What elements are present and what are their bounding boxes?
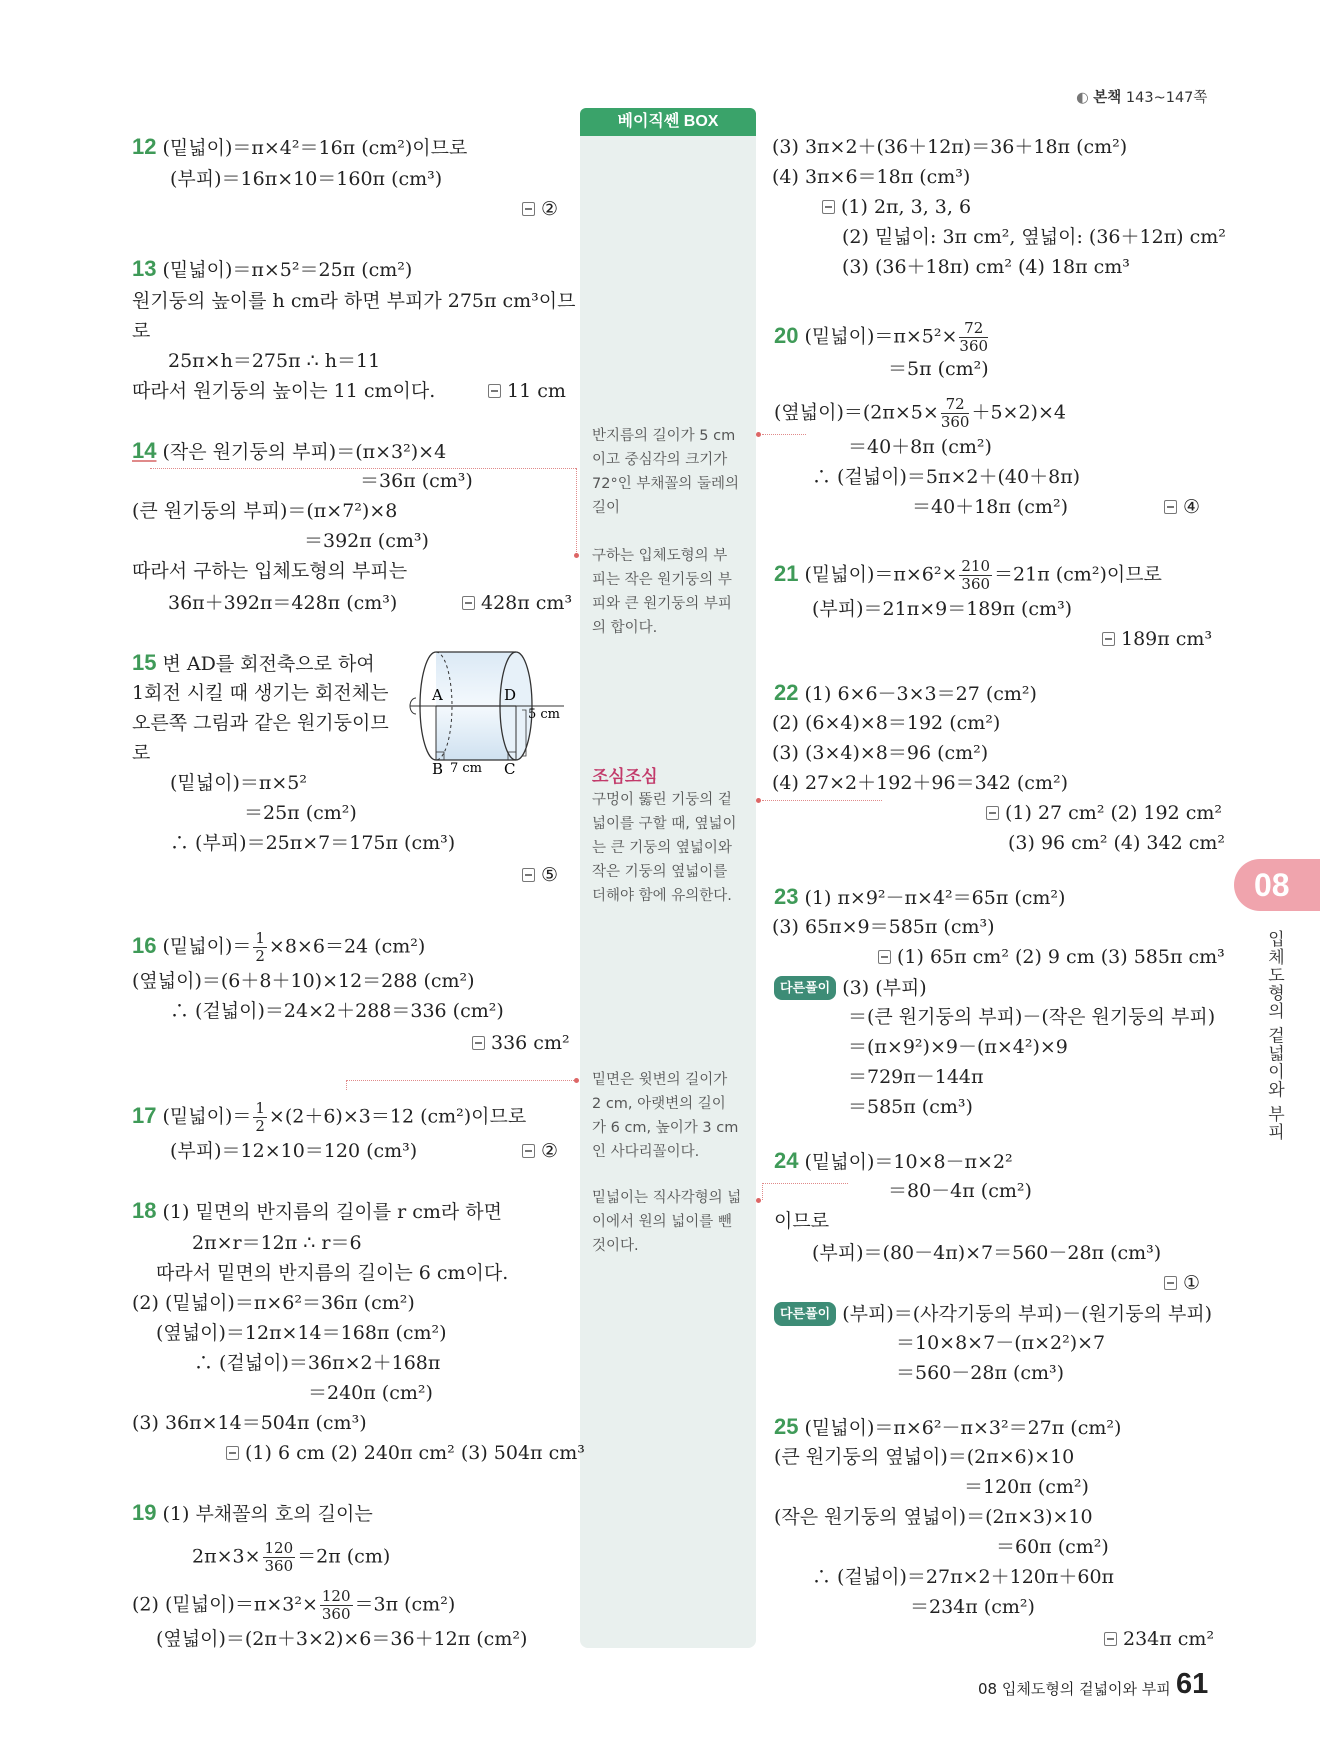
answer-icon bbox=[472, 1036, 485, 1050]
problem-20-line-4: ＝40＋8π (cm²) bbox=[848, 436, 992, 458]
answer-icon bbox=[1164, 1276, 1177, 1290]
problem-16-line-2: (옆넓이)＝(6＋8＋10)×12＝288 (cm²) bbox=[132, 970, 475, 992]
problem-14-line-6: 36π＋392π＝428π (cm³) bbox=[168, 592, 398, 614]
fraction: $\frac{72}{360}$ bbox=[959, 319, 989, 355]
problem-13-line-2: 원기둥의 높이를 h cm라 하면 부피가 275π cm³이므 bbox=[132, 290, 576, 312]
problem-13-answer: 11 cm bbox=[488, 380, 566, 402]
answer-icon bbox=[522, 1144, 535, 1158]
problem-19-answer-1: (1) 2π, 3, 3, 6 bbox=[822, 196, 971, 218]
problem-24-line-4: (부피)＝(80－4π)×7＝560－28π (cm³) bbox=[812, 1242, 1162, 1264]
footer-chapter-title: 08 입체도형의 겉넓이와 부피 bbox=[978, 1680, 1171, 1698]
problem-19-line-4: (옆넓이)＝(2π＋3×2)×6＝36＋12π (cm²) bbox=[156, 1628, 528, 1650]
problem-19-line-6: (4) 3π×6＝18π (cm³) bbox=[772, 166, 971, 188]
problem-18-line-8: (3) 36π×14＝504π (cm³) bbox=[132, 1412, 367, 1434]
problem-14-line-3: (큰 원기둥의 부피)＝(π×7²)×8 bbox=[132, 500, 398, 522]
problem-22-answer-2: (3) 96 cm² (4) 342 cm² bbox=[1008, 832, 1226, 854]
problem-20-line-1: 20 (밑넓이)＝π×5²× $\frac{72}{360}$ bbox=[774, 319, 989, 355]
connector bbox=[762, 434, 806, 435]
header-label: 본책 bbox=[1093, 90, 1122, 106]
problem-13-line-3: 로 bbox=[132, 320, 151, 342]
problem-23-alt-line-1: 다른풀이 (3) (부피) bbox=[774, 976, 927, 1000]
problem-20-line-2: ＝5π (cm²) bbox=[888, 358, 989, 380]
connector bbox=[762, 1183, 848, 1184]
connector-dot bbox=[756, 432, 761, 437]
fraction: $\frac{1}{2}$ bbox=[255, 929, 265, 965]
answer-icon bbox=[1104, 1632, 1117, 1646]
cylinder-figure bbox=[406, 648, 572, 776]
problem-15-line-1: 15 변 AD를 회전축으로 하여 bbox=[132, 650, 375, 675]
problem-15-answer: ⑤ bbox=[522, 864, 558, 886]
problem-number: 22 bbox=[774, 680, 799, 705]
problem-14-line-4: ＝392π (cm³) bbox=[304, 530, 429, 552]
fraction: $\frac{210}{360}$ bbox=[961, 557, 991, 593]
fraction: $\frac{120}{360}$ bbox=[264, 1539, 294, 1575]
fraction: $\frac{120}{360}$ bbox=[321, 1587, 351, 1623]
chapter-title-vertical: 입체도형의 겉넓이와 부피 bbox=[1264, 930, 1284, 1141]
answer-icon bbox=[878, 950, 891, 964]
problem-number: 17 bbox=[132, 1102, 157, 1128]
problem-22-line-2: (2) (6×4)×8＝192 (cm²) bbox=[772, 712, 1001, 734]
problem-12-line-2: (부피)＝16π×10＝160π (cm³) bbox=[170, 168, 443, 190]
problem-number: 24 bbox=[774, 1148, 799, 1173]
problem-21-line-1: 21 (밑넓이)＝π×6²× $\frac{210}{360}$ ＝21π (cm²)이므로 bbox=[774, 557, 1162, 593]
problem-17-line-2: (부피)＝12×10＝120 (cm³) bbox=[170, 1140, 418, 1162]
problem-25-answer: 234π cm² bbox=[1104, 1628, 1214, 1650]
connector bbox=[150, 468, 576, 469]
problem-24-line-3: 이므로 bbox=[774, 1210, 830, 1232]
refresh-icon: ◐ bbox=[1076, 90, 1089, 106]
problem-25-line-4: (작은 원기둥의 옆넓이)＝(2π×3)×10 bbox=[774, 1506, 1093, 1528]
problem-23-alt-line-3: ＝(π×9²)×9－(π×4²)×9 bbox=[848, 1036, 1068, 1058]
side-note-2: 구하는 입체도형의 부 피는 작은 원기둥의 부 피와 큰 원기둥의 부피 의 합이다. bbox=[592, 548, 732, 636]
problem-22-line-3: (3) (3×4)×8＝96 (cm²) bbox=[772, 742, 989, 764]
problem-19-line-3: (2) (밑넓이)＝π×3²× $\frac{120}{360}$ ＝3π (cm²) bbox=[132, 1587, 456, 1623]
problem-14-answer: 428π cm³ bbox=[462, 592, 572, 614]
problem-20-line-3: (옆넓이)＝(2π×5× $\frac{72}{360}$ ＋5×2)×4 bbox=[774, 395, 1066, 431]
answer-icon bbox=[522, 868, 535, 882]
connector-dot bbox=[756, 1198, 761, 1203]
problem-15-line-7: ∴ (부피)＝25π×7＝175π (cm³) bbox=[170, 832, 456, 854]
connector-dot bbox=[756, 798, 761, 803]
problem-number: 23 bbox=[774, 884, 799, 909]
problem-13-line-4: 25π×h＝275π ∴ h＝11 bbox=[168, 350, 381, 372]
problem-18-line-3: 따라서 밑면의 반지름의 길이는 6 cm이다. bbox=[156, 1262, 509, 1284]
problem-17-answer: ② bbox=[522, 1140, 558, 1162]
problem-19-answer-3: (3) (36＋18π) cm² (4) 18π cm³ bbox=[842, 256, 1130, 278]
problem-23-line-1: 23 (1) π×9²－π×4²＝65π (cm²) bbox=[774, 884, 1066, 909]
problem-number: 15 bbox=[132, 650, 157, 675]
fig-label-c: C bbox=[504, 760, 516, 776]
connector-dot bbox=[574, 553, 579, 558]
problem-25-line-3: ＝120π (cm²) bbox=[964, 1476, 1089, 1498]
problem-24-answer: ① bbox=[1164, 1272, 1200, 1294]
problem-19-line-5: (3) 3π×2＋(36＋12π)＝36＋18π (cm²) bbox=[772, 136, 1128, 158]
answer-icon bbox=[488, 384, 501, 398]
problem-23-line-2: (3) 65π×9＝585π (cm³) bbox=[772, 916, 995, 938]
problem-23-alt-line-5: ＝585π (cm³) bbox=[848, 1096, 973, 1118]
problem-14-line-2: ＝36π (cm³) bbox=[360, 470, 473, 492]
problem-14-line-5: 따라서 구하는 입체도형의 부피는 bbox=[132, 560, 408, 582]
header-pages: 143~147쪽 bbox=[1125, 90, 1208, 106]
problem-23-alt-line-4: ＝729π－144π bbox=[848, 1066, 984, 1088]
problem-25-line-6: ∴ (겉넓이)＝27π×2＋120π＋60π bbox=[812, 1566, 1115, 1588]
problem-18-answer: (1) 6 cm (2) 240π cm² (3) 504π cm³ bbox=[226, 1442, 585, 1464]
fig-label-d: D bbox=[504, 686, 517, 704]
caution-title: 조심조심 bbox=[592, 767, 658, 787]
problem-25-line-7: ＝234π (cm²) bbox=[910, 1596, 1035, 1618]
answer-icon bbox=[1102, 632, 1115, 646]
answer-icon bbox=[226, 1446, 239, 1460]
problem-19-answer-2: (2) 밑넓이: 3π cm², 옆넓이: (36＋12π) cm² bbox=[842, 226, 1226, 248]
fig-label-a: A bbox=[432, 686, 443, 704]
problem-24-alt-line-2: ＝10×8×7－(π×2²)×7 bbox=[896, 1332, 1106, 1354]
problem-number: 19 bbox=[132, 1500, 157, 1525]
problem-16-line-1: 16 (밑넓이)＝ $\frac{1}{2}$ ×8×6＝24 (cm²) bbox=[132, 929, 426, 965]
problem-24-line-2: ＝80－4π (cm²) bbox=[888, 1180, 1032, 1202]
problem-18-line-1: 18 (1) 밑면의 반지름의 길이를 r cm라 하면 bbox=[132, 1198, 502, 1223]
problem-number: 18 bbox=[132, 1198, 157, 1223]
problem-21-line-2: (부피)＝21π×9＝189π (cm³) bbox=[812, 598, 1073, 620]
problem-24-alt-line-3: ＝560－28π (cm³) bbox=[896, 1362, 1065, 1384]
problem-number: 16 bbox=[132, 932, 157, 958]
problem-15-line-5: (밑넓이)＝π×5² bbox=[170, 772, 307, 794]
connector bbox=[346, 1080, 347, 1090]
problem-number: 21 bbox=[774, 560, 799, 586]
problem-22-line-4: (4) 27×2＋192＋96＝342 (cm²) bbox=[772, 772, 1068, 794]
problem-19-line-1: 19 (1) 부채꼴의 호의 길이는 bbox=[132, 1500, 373, 1525]
answer-icon bbox=[822, 200, 835, 214]
problem-19-line-2: 2π×3× $\frac{120}{360}$ ＝2π (cm) bbox=[192, 1539, 391, 1575]
connector-dot bbox=[574, 1078, 579, 1083]
problem-20-line-6: ＝40＋18π (cm²) bbox=[912, 496, 1068, 518]
problem-15-line-6: ＝25π (cm²) bbox=[244, 802, 357, 824]
answer-icon bbox=[462, 596, 475, 610]
side-note-5: 밑넓이는 직사각형의 넓 이에서 원의 넓이를 뺀 것이다. bbox=[592, 1190, 742, 1254]
problem-number: 12 bbox=[132, 134, 157, 159]
problem-24-line-1: 24 (밑넓이)＝10×8－π×2² bbox=[774, 1148, 1013, 1173]
problem-18-line-4: (2) (밑넓이)＝π×6²＝36π (cm²) bbox=[132, 1292, 415, 1314]
problem-23-alt-line-2: ＝(큰 원기둥의 부피)－(작은 원기둥의 부피) bbox=[848, 1006, 1216, 1028]
side-box-title: 베이직쎈 BOX bbox=[580, 108, 756, 136]
connector bbox=[762, 800, 882, 801]
chapter-tab[interactable]: 08 bbox=[1234, 859, 1320, 911]
problem-16-line-3: ∴ (겉넓이)＝24×2＋288＝336 (cm²) bbox=[170, 1000, 504, 1022]
problem-12-answer: ② bbox=[522, 198, 558, 220]
connector bbox=[346, 1080, 576, 1081]
side-note-4: 밑면은 윗변의 길이가 2 cm, 아랫변의 길이 가 6 cm, 높이가 3 cm 인 사다리꼴이다. bbox=[592, 1072, 739, 1160]
problem-21-answer: 189π cm³ bbox=[1102, 628, 1212, 650]
answer-icon bbox=[1164, 500, 1177, 514]
fig-height-label: 5 cm bbox=[528, 707, 561, 722]
problem-25-line-5: ＝60π (cm²) bbox=[996, 1536, 1109, 1558]
fig-width-label: 7 cm bbox=[450, 761, 483, 776]
problem-23-answer: (1) 65π cm² (2) 9 cm (3) 585π cm³ bbox=[878, 946, 1225, 968]
problem-15-line-4: 로 bbox=[132, 742, 151, 764]
problem-number: 14 bbox=[132, 438, 157, 463]
problem-15-line-3: 오른쪽 그림과 같은 원기둥이므 bbox=[132, 712, 389, 734]
problem-25-line-1: 25 (밑넓이)＝π×6²－π×3²＝27π (cm²) bbox=[774, 1414, 1122, 1439]
problem-25-line-2: (큰 원기둥의 옆넓이)＝(2π×6)×10 bbox=[774, 1446, 1075, 1468]
problem-12-line-1: 12 (밑넓이)＝π×4²＝16π (cm²)이므로 bbox=[132, 134, 468, 159]
problem-13-line-1: 13 (밑넓이)＝π×5²＝25π (cm²) bbox=[132, 256, 413, 281]
fraction: $\frac{1}{2}$ bbox=[255, 1099, 265, 1135]
connector bbox=[576, 468, 577, 556]
problem-18-line-5: (옆넓이)＝12π×14＝168π (cm²) bbox=[156, 1322, 447, 1344]
side-note-1: 반지름의 길이가 5 cm 이고 중심각의 크기가 72°인 부채꼴의 둘레의 길이 bbox=[592, 428, 739, 516]
answer-icon bbox=[522, 202, 535, 216]
problem-15-line-2: 1회전 시킬 때 생기는 회전체는 bbox=[132, 682, 389, 704]
problem-22-answer-1: (1) 27 cm² (2) 192 cm² bbox=[986, 802, 1222, 824]
problem-16-answer: 336 cm² bbox=[472, 1032, 570, 1054]
problem-17-line-1: 17 (밑넓이)＝ $\frac{1}{2}$ ×(2＋6)×3＝12 (cm²)이므로 bbox=[132, 1099, 527, 1135]
problem-22-line-1: 22 (1) 6×6－3×3＝27 (cm²) bbox=[774, 680, 1037, 705]
side-note-3: 구멍이 뚫린 기둥의 겉 넓이를 구할 때, 옆넓이 는 큰 기둥의 옆넓이와 작은 기둥의 옆넓이를 더해야 함에 유의한다. bbox=[592, 792, 737, 904]
problem-number: 25 bbox=[774, 1414, 799, 1439]
problem-18-line-6: ∴ (겉넓이)＝36π×2＋168π bbox=[194, 1352, 441, 1374]
alt-solution-tag: 다른풀이 bbox=[774, 976, 836, 1000]
problem-20-answer: ④ bbox=[1164, 496, 1200, 518]
fig-label-b: B bbox=[432, 760, 444, 776]
connector bbox=[762, 1183, 763, 1200]
problem-20-line-5: ∴ (겉넓이)＝5π×2＋(40＋8π) bbox=[812, 466, 1081, 488]
fraction: $\frac{72}{360}$ bbox=[940, 395, 970, 431]
problem-number: 20 bbox=[774, 322, 799, 348]
problem-number: 13 bbox=[132, 256, 157, 281]
problem-18-line-7: ＝240π (cm²) bbox=[308, 1382, 433, 1404]
page-number: 61 bbox=[1176, 1668, 1209, 1700]
problem-14-line-1: 14 (작은 원기둥의 부피)＝(π×3²)×4 bbox=[132, 438, 447, 463]
page-reference bbox=[1076, 86, 1207, 107]
problem-13-line-5: 따라서 원기둥의 높이는 11 cm이다. bbox=[132, 380, 436, 402]
problem-18-line-2: 2π×r＝12π ∴ r＝6 bbox=[192, 1232, 362, 1254]
alt-solution-tag: 다른풀이 bbox=[774, 1302, 836, 1326]
problem-24-alt-line-1: 다른풀이 (부피)＝(사각기둥의 부피)－(원기둥의 부피) bbox=[774, 1302, 1212, 1326]
answer-icon bbox=[986, 806, 999, 820]
